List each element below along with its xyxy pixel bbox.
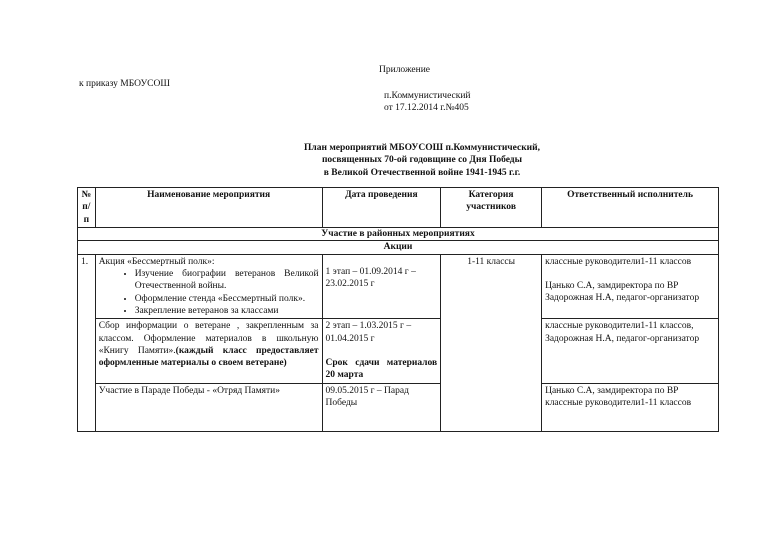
appendix-label: Приложение <box>379 65 430 75</box>
header-num: № п/п <box>78 188 96 228</box>
title-line-2: посвященных 70-ой годовщине со Дня Победы <box>321 155 523 166</box>
order-date-number: от 17.12.2014 г.№405 <box>384 103 469 113</box>
responsible-line: классные руководители1-11 классов <box>545 398 692 409</box>
responsible-persons <box>542 383 719 431</box>
event-description <box>95 254 322 319</box>
stage2-date: 2 этап – 1.03.2015 г – 01.04.2015 г <box>325 321 412 344</box>
section-title: Участие в районных мероприятиях <box>78 228 719 241</box>
table-row <box>78 319 719 383</box>
settlement-label: п.Коммунистический <box>384 91 471 101</box>
order-reference: к приказу МБОУСОШ <box>79 79 170 89</box>
responsible-line: Цанько С.А, замдиректора по ВР <box>545 281 679 292</box>
event-date <box>322 319 441 383</box>
title-line-3: в Великой Отечественной войне 1941-1945 г.г. <box>323 167 521 178</box>
section-row <box>78 228 719 241</box>
row-number: 1. <box>78 254 96 431</box>
list-item: • Изучение биографии ветеранов Великой Отечественной войны. <box>135 268 319 293</box>
header-responsible: Ответственный исполнитель <box>542 188 719 228</box>
responsible-persons <box>542 254 719 319</box>
event-text: Сбор информации о ветеране , закрепленным за классом. Оформление материалов в школьную «Книгу Памяти». <box>98 321 319 357</box>
event-date <box>322 254 441 319</box>
table-row <box>78 383 719 431</box>
responsible-line: Цанько С.А, замдиректора по ВР <box>545 385 679 396</box>
deadline-note: Срок сдачи материалов 20 марта <box>325 358 438 381</box>
event-description <box>95 319 322 383</box>
list-item: • Закрепление ветеранов за классами <box>135 305 319 317</box>
event-date: 09.05.2015 г – Парад Победы <box>322 383 441 431</box>
header-name: Наименование мероприятия <box>95 188 322 228</box>
events-table <box>77 187 719 432</box>
responsible-line: классные руководители1-11 классов <box>545 256 692 267</box>
stage1-date: 1 этап – 01.09.2014 г – 23.02.2015 г <box>325 266 416 290</box>
title-line-1: План мероприятий МБОУСОШ п.Коммунистический, <box>304 143 540 153</box>
event-description: Участие в Параде Победы - «Отряд Памяти» <box>95 383 322 431</box>
responsible-line: классные руководители1-11 классов, <box>545 321 694 332</box>
header-category: Категория участников <box>441 188 542 228</box>
table-row <box>78 254 719 319</box>
event-text-bold: (каждый класс предоставляет оформленные материалы о своем ветеране) <box>98 346 319 369</box>
event-bullet-list <box>99 268 319 317</box>
subsection-row <box>78 241 719 254</box>
header-date: Дата проведения <box>322 188 441 228</box>
participants-category: 1-11 классы <box>441 254 542 431</box>
responsible-line: Задорожная Н.А, педагог-организатор <box>545 293 700 304</box>
subsection-title: Акции <box>78 241 719 254</box>
document-title <box>262 142 582 179</box>
event-title: Акция «Бессмертный полк»: <box>98 256 215 267</box>
responsible-persons <box>542 319 719 383</box>
responsible-line: Задорожная Н.А, педагог-организатор <box>545 333 700 344</box>
table-header-row <box>78 188 719 228</box>
list-item: • Оформление стенда «Бессмертный полк». <box>135 293 319 305</box>
